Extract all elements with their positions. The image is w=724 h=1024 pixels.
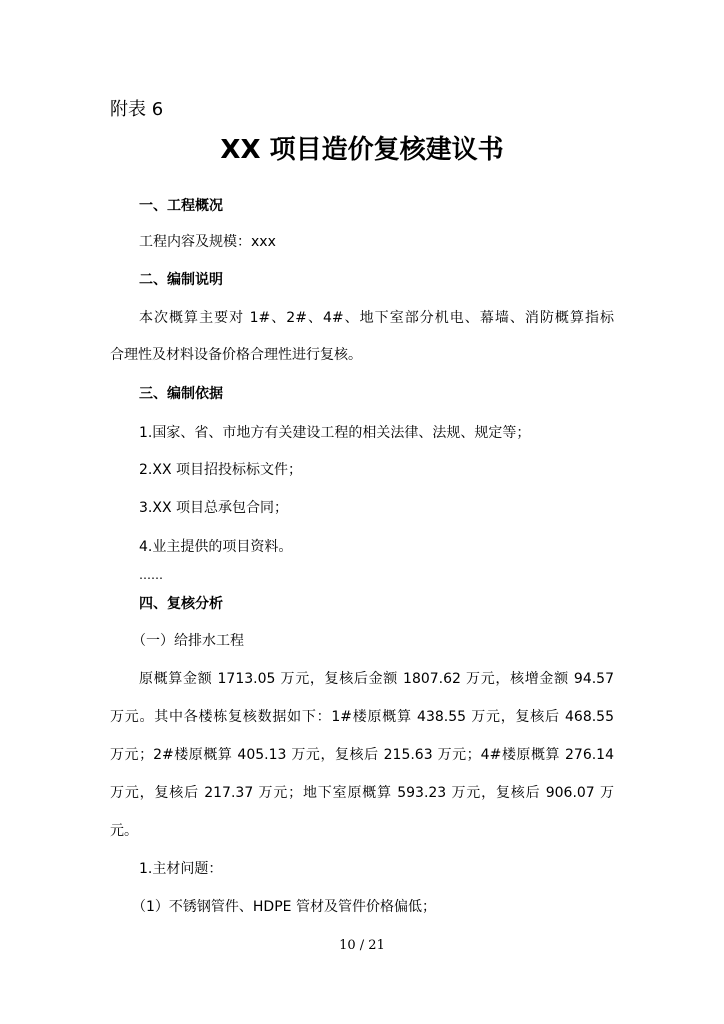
paragraph-line: 本次概算主要对 1#、2#、4#、地下室部分机电、幕墙、消防概算指标 [139, 310, 614, 326]
list-item: 1.主材问题： [139, 861, 223, 877]
ellipsis: …… [139, 568, 163, 582]
list-item: 1.国家、省、市地方有关建设工程的相关法律、法规、规定等； [139, 425, 531, 441]
paragraph-line: 元。 [110, 823, 138, 839]
list-item: 2.XX 项目招投标标文件； [139, 462, 302, 478]
subsection-heading: （一）给排水工程 [132, 633, 244, 649]
paragraph: 工程内容及规模：xxx [139, 234, 276, 250]
paragraph-line: 万元，复核后 217.37 万元；地下室原概算 593.23 万元，复核后 906.07 万 [110, 785, 614, 801]
section-heading: 二、编制说明 [139, 272, 223, 288]
document-title: XX 项目造价复核建议书 [220, 135, 504, 165]
section-heading: 四、复核分析 [139, 596, 223, 612]
paragraph-line: 万元。其中各楼栋复核数据如下：1#楼原概算 438.55 万元，复核后 468.55 [110, 709, 614, 725]
section-heading: 三、编制依据 [139, 386, 223, 402]
paragraph-line: 合理性及材料设备价格合理性进行复核。 [110, 347, 362, 363]
list-item: 4.业主提供的项目资料。 [139, 539, 293, 555]
paragraph-line: 万元；2#楼原概算 405.13 万元，复核后 215.63 万元；4#楼原概算 276.14 [110, 747, 614, 763]
list-item: （1）不锈钢管件、HDPE 管材及管件价格偏低； [132, 899, 436, 915]
list-item: 3.XX 项目总承包合同； [139, 500, 288, 516]
appendix-label: 附表 6 [110, 99, 164, 120]
page-number: 10 / 21 [339, 938, 385, 953]
paragraph-line: 原概算金额 1713.05 万元，复核后金额 1807.62 万元，核增金额 94.57 [139, 671, 614, 687]
section-heading: 一、工程概况 [139, 198, 223, 214]
